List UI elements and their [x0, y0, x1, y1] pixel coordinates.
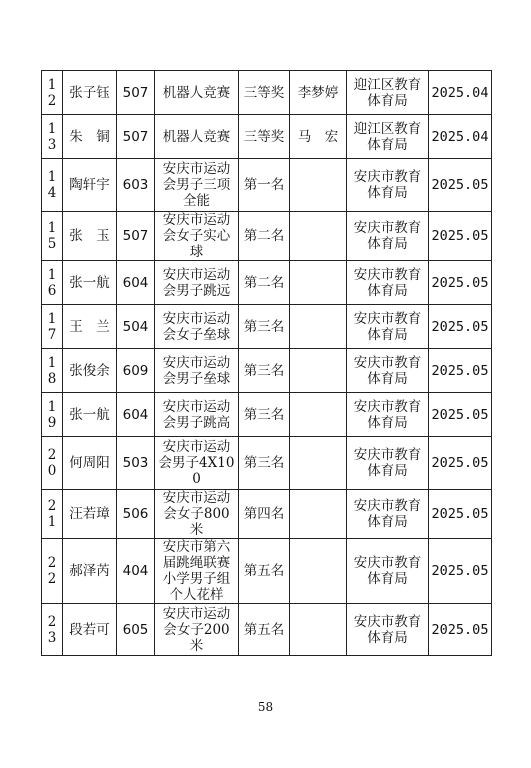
teacher-name-cell	[290, 305, 347, 349]
teacher-name-cell	[290, 539, 347, 604]
issuing-authority-cell: 安庆市教育体育局	[347, 349, 429, 393]
teacher-name-cell	[290, 490, 347, 539]
row-number-cell: 17	[42, 305, 63, 349]
issuing-authority-cell: 安庆市教育体育局	[347, 490, 429, 539]
student-name-cell: 张子钰	[63, 71, 117, 115]
row-number-cell: 21	[42, 490, 63, 539]
row-number-cell: 20	[42, 437, 63, 490]
event-name-cell: 安庆市运动会男子跳远	[155, 261, 239, 305]
award-level-cell: 第五名	[239, 539, 290, 604]
award-level-cell: 第二名	[239, 261, 290, 305]
class-number-cell: 604	[117, 393, 155, 437]
row-number-cell: 12	[42, 71, 63, 115]
event-name-cell: 安庆市运动会女子实心球	[155, 212, 239, 261]
class-number-cell: 507	[117, 71, 155, 115]
award-date-cell: 2025.05	[429, 437, 492, 490]
student-name-cell: 张 玉	[63, 212, 117, 261]
issuing-authority-cell: 安庆市教育体育局	[347, 393, 429, 437]
row-number-cell: 14	[42, 159, 63, 212]
award-date-cell: 2025.05	[429, 539, 492, 604]
page-number: 58	[257, 700, 274, 714]
event-name-cell: 安庆市运动会男子垒球	[155, 349, 239, 393]
row-number-cell: 16	[42, 261, 63, 305]
table-row	[42, 71, 492, 115]
table-row	[42, 539, 492, 604]
award-level-cell: 第四名	[239, 490, 290, 539]
teacher-name-cell	[290, 393, 347, 437]
awards-table-body	[42, 71, 492, 656]
table-row	[42, 305, 492, 349]
teacher-name-cell	[290, 349, 347, 393]
teacher-name-cell: 马 宏	[290, 115, 347, 159]
event-name-cell: 安庆市运动会男子三项全能	[155, 159, 239, 212]
issuing-authority-cell: 安庆市教育体育局	[347, 159, 429, 212]
event-name-cell: 安庆市运动会女子垒球	[155, 305, 239, 349]
table-row	[42, 212, 492, 261]
table-row	[42, 115, 492, 159]
table-row	[42, 437, 492, 490]
event-name-cell: 机器人竞赛	[155, 115, 239, 159]
award-date-cell: 2025.05	[429, 604, 492, 656]
issuing-authority-cell: 安庆市教育体育局	[347, 437, 429, 490]
award-date-cell: 2025.05	[429, 490, 492, 539]
table-row	[42, 159, 492, 212]
event-name-cell: 安庆市运动会女子200米	[155, 604, 239, 656]
award-level-cell: 第三名	[239, 349, 290, 393]
issuing-authority-cell: 安庆市教育体育局	[347, 261, 429, 305]
issuing-authority-cell: 安庆市教育体育局	[347, 539, 429, 604]
student-name-cell: 张一航	[63, 261, 117, 305]
student-name-cell: 张一航	[63, 393, 117, 437]
student-name-cell: 王 兰	[63, 305, 117, 349]
issuing-authority-cell: 迎江区教育体育局	[347, 115, 429, 159]
issuing-authority-cell: 安庆市教育体育局	[347, 604, 429, 656]
class-number-cell: 503	[117, 437, 155, 490]
teacher-name-cell	[290, 437, 347, 490]
award-date-cell: 2025.05	[429, 212, 492, 261]
event-name-cell: 安庆市运动会男子跳高	[155, 393, 239, 437]
student-name-cell: 朱 铜	[63, 115, 117, 159]
table-row	[42, 490, 492, 539]
row-number-cell: 19	[42, 393, 63, 437]
class-number-cell: 609	[117, 349, 155, 393]
award-level-cell: 第三名	[239, 393, 290, 437]
event-name-cell: 机器人竞赛	[155, 71, 239, 115]
teacher-name-cell	[290, 159, 347, 212]
table-row	[42, 604, 492, 656]
student-name-cell: 何周阳	[63, 437, 117, 490]
row-number-cell: 22	[42, 539, 63, 604]
class-number-cell: 507	[117, 212, 155, 261]
award-level-cell: 第五名	[239, 604, 290, 656]
award-level-cell: 第三名	[239, 437, 290, 490]
row-number-cell: 23	[42, 604, 63, 656]
student-name-cell: 陶轩宇	[63, 159, 117, 212]
teacher-name-cell	[290, 212, 347, 261]
class-number-cell: 404	[117, 539, 155, 604]
issuing-authority-cell: 安庆市教育体育局	[347, 212, 429, 261]
teacher-name-cell	[290, 261, 347, 305]
class-number-cell: 504	[117, 305, 155, 349]
event-name-cell: 安庆市第六届跳绳联赛小学男子组个人花样	[155, 539, 239, 604]
award-date-cell: 2025.05	[429, 393, 492, 437]
award-level-cell: 三等奖	[239, 115, 290, 159]
student-name-cell: 郝泽芮	[63, 539, 117, 604]
class-number-cell: 603	[117, 159, 155, 212]
award-level-cell: 第三名	[239, 305, 290, 349]
event-name-cell: 安庆市运动会男子4X100	[155, 437, 239, 490]
row-number-cell: 13	[42, 115, 63, 159]
table-row	[42, 393, 492, 437]
award-level-cell: 第二名	[239, 212, 290, 261]
row-number-cell: 15	[42, 212, 63, 261]
award-level-cell: 第一名	[239, 159, 290, 212]
award-date-cell: 2025.04	[429, 115, 492, 159]
award-date-cell: 2025.05	[429, 305, 492, 349]
awards-table	[41, 70, 492, 656]
student-name-cell: 张俊余	[63, 349, 117, 393]
class-number-cell: 605	[117, 604, 155, 656]
issuing-authority-cell: 迎江区教育体育局	[347, 71, 429, 115]
table-row	[42, 261, 492, 305]
class-number-cell: 507	[117, 115, 155, 159]
award-date-cell: 2025.05	[429, 159, 492, 212]
teacher-name-cell	[290, 604, 347, 656]
award-date-cell: 2025.04	[429, 71, 492, 115]
issuing-authority-cell: 安庆市教育体育局	[347, 305, 429, 349]
table-row	[42, 349, 492, 393]
award-level-cell: 三等奖	[239, 71, 290, 115]
event-name-cell: 安庆市运动会女子800米	[155, 490, 239, 539]
award-date-cell: 2025.05	[429, 349, 492, 393]
class-number-cell: 506	[117, 490, 155, 539]
row-number-cell: 18	[42, 349, 63, 393]
teacher-name-cell: 李梦婷	[290, 71, 347, 115]
class-number-cell: 604	[117, 261, 155, 305]
student-name-cell: 汪若璋	[63, 490, 117, 539]
student-name-cell: 段若可	[63, 604, 117, 656]
award-date-cell: 2025.05	[429, 261, 492, 305]
